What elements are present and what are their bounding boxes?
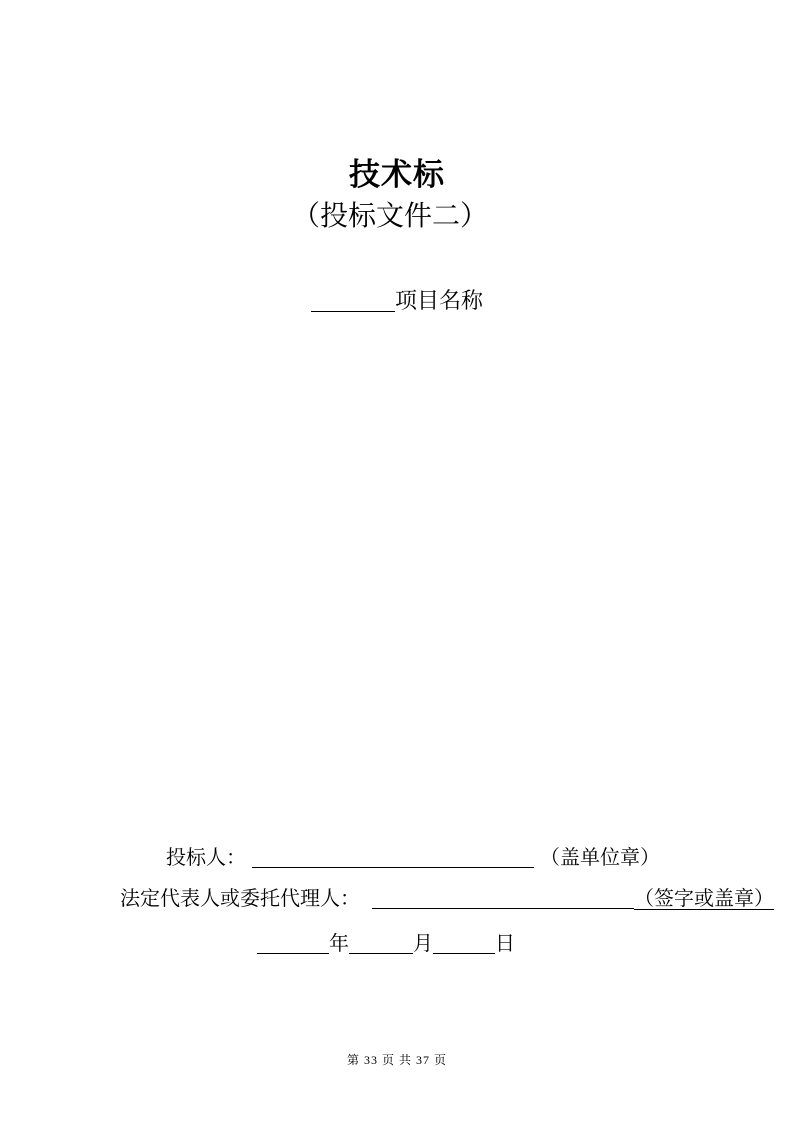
month-blank-line xyxy=(349,933,413,954)
day-label: 日 xyxy=(495,933,515,955)
document-subtitle: （投标文件二） xyxy=(291,201,488,232)
bidder-line xyxy=(166,845,660,871)
year-label: 年 xyxy=(329,933,349,955)
bidder-label: 投标人： xyxy=(166,847,246,869)
year-blank-line xyxy=(257,933,329,954)
representative-blank-line xyxy=(372,888,634,909)
project-name-line xyxy=(0,287,794,316)
representative-line xyxy=(120,886,774,912)
representative-label: 法定代表人或委托代理人： xyxy=(120,888,360,910)
bidder-blank-line xyxy=(252,847,534,868)
document-title: 技术标 xyxy=(349,157,445,192)
bidder-seal-note: （盖单位章） xyxy=(540,847,660,869)
representative-sign-note: （签字或盖章） xyxy=(634,888,774,910)
project-name-label: 项目名称 xyxy=(394,288,483,313)
date-line xyxy=(257,931,515,957)
day-blank-line xyxy=(433,933,495,954)
month-label: 月 xyxy=(413,933,433,955)
project-name-blank-line xyxy=(311,289,395,312)
page-number-footer: 第 33 页 共 37 页 xyxy=(346,1053,447,1067)
